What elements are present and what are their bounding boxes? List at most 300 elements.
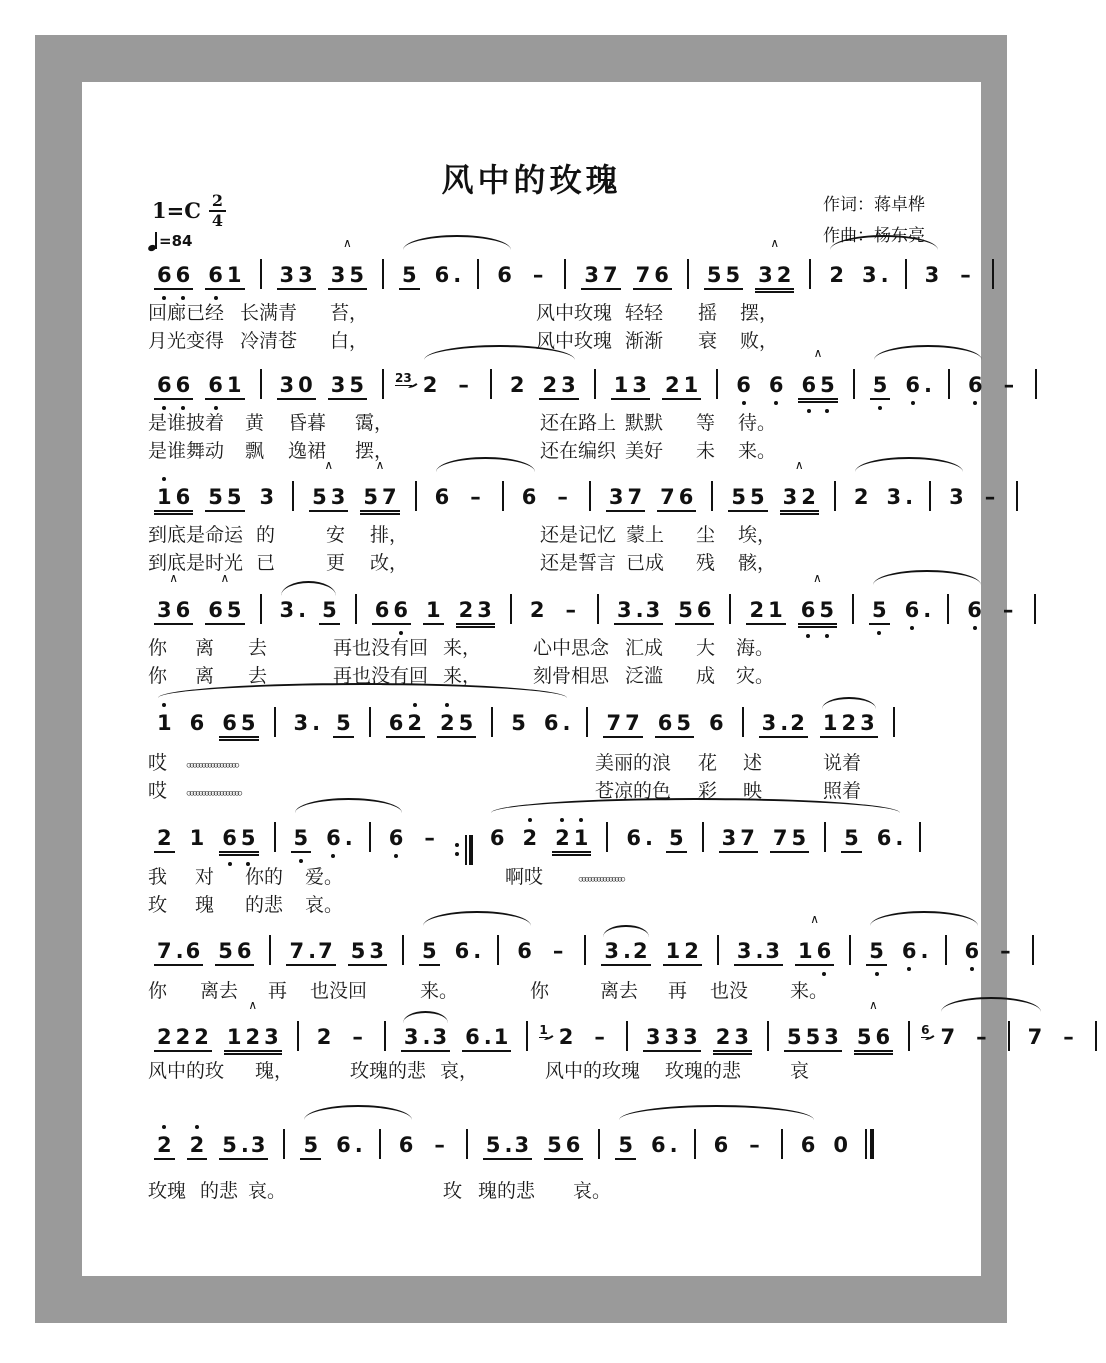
barline bbox=[466, 1129, 468, 1159]
augmentation-dot: . bbox=[344, 826, 353, 850]
lyric-segment: 离 bbox=[195, 665, 215, 687]
note: 6 bbox=[208, 598, 223, 622]
note: 5 bbox=[817, 598, 836, 622]
note: 5 bbox=[292, 826, 311, 850]
lyric-segment: 离去 bbox=[200, 980, 239, 1002]
augmentation-dot: . bbox=[905, 485, 914, 509]
note: 5 bbox=[676, 711, 691, 735]
note: 7 bbox=[772, 826, 788, 850]
song-title: 风中的玫瑰 bbox=[441, 161, 622, 199]
note: 1 bbox=[226, 1025, 242, 1049]
key-label: 1=C bbox=[152, 198, 201, 224]
note: 6 bbox=[155, 263, 174, 287]
barline bbox=[490, 369, 492, 399]
note-group bbox=[286, 939, 335, 966]
note: 3 bbox=[949, 485, 964, 509]
note-group bbox=[798, 571, 837, 625]
barline bbox=[369, 707, 371, 737]
note-group bbox=[300, 1133, 321, 1160]
note: 5 bbox=[226, 485, 242, 509]
lyric-segment: 汇成 bbox=[625, 637, 664, 659]
note: 3 bbox=[561, 373, 576, 397]
lyric-segment: 改， bbox=[370, 552, 409, 574]
augmentation-dot: . bbox=[635, 598, 644, 622]
note: 7 bbox=[940, 1025, 956, 1049]
lyric-segment: 照着 bbox=[823, 780, 862, 802]
note: 7 bbox=[1027, 1025, 1043, 1049]
lyric-segment: 还在路上 bbox=[540, 412, 617, 434]
note-group bbox=[396, 1133, 417, 1157]
note-group bbox=[519, 826, 540, 850]
note: 6 bbox=[388, 711, 404, 735]
note: 5 bbox=[547, 1133, 562, 1157]
lyric-segment: 等 bbox=[696, 412, 716, 434]
lyric-segment: 埃， bbox=[738, 524, 777, 546]
note-group bbox=[508, 711, 529, 735]
lyric-segment: 去 bbox=[248, 665, 268, 687]
note: 6 bbox=[497, 263, 512, 287]
note-group bbox=[611, 373, 650, 400]
note-group bbox=[643, 1025, 701, 1052]
note-group bbox=[666, 826, 687, 853]
note: 0 bbox=[298, 373, 313, 397]
note: 5 bbox=[222, 1133, 237, 1157]
augmentation-dot: . bbox=[175, 939, 184, 963]
lyric-segment: 风中玫瑰 bbox=[536, 330, 613, 352]
tempo-value: =84 bbox=[159, 232, 193, 250]
note-group bbox=[556, 1025, 577, 1049]
note: 6 bbox=[189, 711, 205, 735]
note: 3 bbox=[330, 485, 346, 509]
repeat-barline bbox=[455, 835, 473, 865]
duration-dash: – bbox=[424, 826, 435, 850]
note: 6 bbox=[800, 1133, 816, 1157]
note: 6 bbox=[708, 711, 724, 735]
note: 5 bbox=[871, 373, 890, 397]
octave-dot-high bbox=[445, 703, 449, 707]
time-signature bbox=[209, 192, 226, 229]
barline bbox=[948, 369, 950, 399]
lyric-segment: 苍凉的色 bbox=[595, 780, 672, 802]
lyric-segment: 的悲 bbox=[200, 1180, 239, 1202]
note: 5 bbox=[239, 826, 258, 850]
lyric-segment: 排， bbox=[370, 524, 409, 546]
note-group bbox=[348, 939, 387, 966]
slur-group bbox=[481, 815, 910, 853]
note: 6 bbox=[489, 826, 505, 850]
lyric-row bbox=[148, 520, 938, 544]
duration-dash: – bbox=[470, 485, 481, 509]
lyric-segment: 风中的玫瑰 bbox=[545, 1060, 641, 1082]
barline bbox=[834, 481, 836, 511]
lyric-segment: 美丽的浪 bbox=[595, 752, 672, 774]
note: 6 bbox=[626, 826, 641, 850]
note: 5 bbox=[791, 826, 807, 850]
note: 3 bbox=[432, 1025, 448, 1049]
barline bbox=[564, 259, 566, 289]
barline bbox=[384, 1021, 386, 1051]
note: 1 bbox=[822, 711, 838, 735]
lyric-segment: 我 bbox=[148, 866, 168, 888]
octave-dot-high bbox=[528, 818, 532, 822]
barline bbox=[526, 1021, 528, 1051]
lyric-segment: 心中思念 bbox=[533, 637, 610, 659]
duration-dash: – bbox=[1002, 598, 1014, 622]
note: 1 bbox=[155, 485, 174, 509]
note: 6 bbox=[374, 598, 390, 622]
barline bbox=[767, 1021, 769, 1051]
lyric-row bbox=[148, 408, 938, 432]
note: 6 bbox=[517, 939, 532, 963]
breath-mark: ∧ bbox=[794, 458, 804, 472]
lyric-segment: 哀。 bbox=[305, 894, 344, 916]
note-group bbox=[154, 1025, 212, 1052]
music-line bbox=[148, 1122, 882, 1160]
slur-group bbox=[863, 587, 991, 625]
note: 2 bbox=[829, 263, 844, 287]
slur-group bbox=[426, 474, 546, 509]
note-group bbox=[219, 1133, 268, 1160]
note-group bbox=[456, 598, 495, 625]
note-group bbox=[494, 263, 515, 287]
note: 5 bbox=[458, 711, 474, 735]
note: 1 bbox=[613, 373, 629, 397]
note: 6 bbox=[875, 1025, 891, 1049]
note: 2 bbox=[553, 826, 572, 850]
note: 5 bbox=[725, 263, 741, 287]
note-group bbox=[507, 373, 528, 397]
augmentation-dot: . bbox=[562, 711, 571, 735]
note-group bbox=[399, 263, 420, 290]
lyric-segment: 风中的玫 bbox=[148, 1060, 225, 1082]
note: 3 bbox=[632, 373, 647, 397]
music-line bbox=[148, 815, 930, 863]
lyric-segment: 玫瑰的悲 bbox=[665, 1060, 742, 1082]
note: 6 bbox=[966, 373, 985, 397]
lyric-segment: 再 bbox=[268, 980, 288, 1002]
note: 2 bbox=[175, 1025, 191, 1049]
note-group bbox=[603, 711, 642, 738]
lyric-segment: 你 bbox=[148, 637, 168, 659]
note-group bbox=[581, 263, 620, 290]
lyric-segment: 尘 bbox=[696, 524, 716, 546]
lyric-segment: 离去 bbox=[600, 980, 639, 1002]
note-group bbox=[154, 263, 193, 290]
lyric-segment: 冷清苍 bbox=[240, 330, 298, 352]
lyric-segment: 黄 bbox=[245, 412, 265, 434]
tempo-marking bbox=[148, 230, 192, 252]
note-group bbox=[874, 826, 905, 850]
note-group bbox=[780, 458, 819, 512]
lyric-segment: 离 bbox=[195, 637, 215, 659]
breath-mark: ∧ bbox=[375, 458, 385, 472]
note-group bbox=[663, 939, 702, 966]
note-group bbox=[964, 598, 985, 622]
lyric-row bbox=[148, 548, 938, 572]
breath-mark: ∧ bbox=[220, 571, 230, 585]
note: 3 bbox=[584, 263, 599, 287]
note: 6 bbox=[336, 1133, 351, 1157]
note-group bbox=[902, 598, 933, 622]
slur-group bbox=[609, 1122, 824, 1160]
note: 6 bbox=[903, 598, 922, 622]
note-group bbox=[826, 263, 847, 287]
note-group bbox=[902, 373, 933, 397]
note-group bbox=[187, 711, 208, 735]
note-group bbox=[884, 485, 915, 509]
note: 2 bbox=[776, 263, 792, 287]
octave-dot-high bbox=[560, 818, 564, 822]
note-group bbox=[224, 998, 282, 1052]
lyric-row bbox=[148, 436, 938, 460]
note: 5 bbox=[402, 263, 417, 287]
lyric-segment: 飘 bbox=[245, 440, 265, 462]
barline bbox=[510, 594, 512, 624]
music-line bbox=[148, 458, 1027, 512]
note: 2 bbox=[790, 711, 805, 735]
note-group bbox=[728, 485, 767, 512]
note: 5 bbox=[668, 826, 684, 850]
note: 5 bbox=[805, 1025, 821, 1049]
barline bbox=[597, 594, 599, 624]
augmentation-dot: . bbox=[923, 373, 932, 397]
note-group bbox=[309, 458, 348, 512]
note: 6 bbox=[678, 485, 694, 509]
note: 6 bbox=[155, 373, 174, 397]
slur-group bbox=[285, 815, 413, 853]
augmentation-dot: . bbox=[622, 939, 631, 963]
note: 1 bbox=[798, 939, 813, 963]
note: 3 bbox=[330, 373, 346, 397]
lyric-row bbox=[148, 1056, 938, 1080]
barline bbox=[742, 707, 744, 737]
note: 3 bbox=[765, 939, 781, 963]
lyric-segment: 彩 bbox=[698, 780, 718, 802]
lyric-segment: 蒙上 bbox=[626, 524, 665, 546]
note: 5 bbox=[226, 598, 242, 622]
note: 7 bbox=[289, 939, 305, 963]
note: 6 bbox=[565, 1133, 581, 1157]
note: 6 bbox=[220, 826, 239, 850]
note: 3 bbox=[477, 598, 492, 622]
slur-group bbox=[414, 362, 585, 400]
note: 2 bbox=[194, 1025, 209, 1049]
barline bbox=[893, 707, 895, 737]
grace-notes: 23 bbox=[395, 371, 412, 385]
note: 5 bbox=[844, 826, 859, 850]
lyric-segment: 瑰的悲 bbox=[478, 1180, 536, 1202]
note-group bbox=[154, 1133, 175, 1160]
breath-mark: ∧ bbox=[812, 571, 822, 585]
barline bbox=[497, 935, 499, 965]
lyric-segment: 哀 bbox=[790, 1060, 810, 1082]
barline bbox=[502, 481, 504, 511]
note: 5 bbox=[312, 485, 327, 509]
note: 2 bbox=[749, 598, 765, 622]
rest bbox=[830, 1133, 851, 1157]
duration-dash: – bbox=[960, 263, 971, 287]
note: 5 bbox=[421, 939, 437, 963]
duration-dash: – bbox=[1003, 373, 1015, 397]
grace-notes: 1 bbox=[539, 1023, 548, 1037]
lyric-segment: 白， bbox=[330, 330, 369, 352]
duration-dash: – bbox=[434, 1133, 445, 1157]
time-signature-numerator: 2 bbox=[209, 192, 226, 212]
note: 1 bbox=[155, 711, 174, 735]
note: 6 bbox=[965, 598, 984, 622]
barline bbox=[274, 707, 276, 737]
note-group bbox=[205, 263, 244, 290]
barline bbox=[1032, 935, 1034, 965]
note-group bbox=[795, 912, 834, 966]
note: 6 bbox=[465, 1025, 480, 1049]
note-group bbox=[922, 263, 943, 287]
note: 3 bbox=[645, 598, 661, 622]
note: 6 bbox=[206, 263, 225, 287]
note-group bbox=[205, 485, 244, 512]
lyric-segment: 也没回 bbox=[310, 980, 368, 1002]
note: 1 bbox=[768, 598, 783, 622]
slur-group bbox=[413, 928, 541, 966]
barline bbox=[919, 822, 921, 852]
barline bbox=[853, 369, 855, 399]
grace-notes: 6 bbox=[921, 1023, 930, 1037]
note-group bbox=[419, 939, 440, 966]
augmentation-dot: . bbox=[473, 939, 482, 963]
breath-mark: ∧ bbox=[810, 912, 820, 926]
lyric-segment: 更 bbox=[326, 552, 346, 574]
music-line bbox=[148, 998, 1106, 1052]
note: 5 bbox=[349, 373, 364, 397]
lyric-segment: 苔， bbox=[330, 302, 369, 324]
note-group bbox=[734, 939, 783, 966]
lyric-segment: 说着 bbox=[823, 752, 862, 774]
barline bbox=[292, 481, 294, 511]
time-signature-denominator: 4 bbox=[211, 210, 224, 230]
note-group bbox=[527, 598, 548, 622]
lyric-row bbox=[148, 890, 938, 914]
note-group bbox=[314, 1025, 335, 1049]
lyric-segment: 哎 bbox=[148, 780, 168, 802]
lyric-segment: 已成 bbox=[626, 552, 665, 574]
lyric-segment: 摇 bbox=[698, 302, 718, 324]
note: 5 bbox=[856, 1025, 872, 1049]
lyric-segment: 月光变得 bbox=[148, 330, 225, 352]
note: 6 bbox=[387, 826, 406, 850]
barline bbox=[729, 594, 731, 624]
duration-dash: – bbox=[532, 263, 544, 287]
note-group bbox=[552, 826, 591, 853]
note: 0 bbox=[833, 1133, 848, 1157]
note: 3 bbox=[924, 263, 940, 287]
lyric-segment: 瑰， bbox=[255, 1060, 294, 1082]
lyric-row bbox=[148, 862, 938, 886]
breath-mark: ∧ bbox=[813, 346, 823, 360]
note-group bbox=[219, 711, 258, 738]
note-group bbox=[277, 263, 316, 290]
note: 6 bbox=[222, 711, 237, 735]
note-group bbox=[187, 826, 208, 850]
duration-dash: – bbox=[552, 939, 564, 963]
note-group bbox=[372, 598, 411, 625]
note: 3 bbox=[861, 263, 877, 287]
note: 6 bbox=[521, 485, 537, 509]
lyric-segment: 来。 bbox=[738, 440, 777, 462]
note-group bbox=[719, 826, 758, 853]
augmentation-dot: . bbox=[880, 263, 889, 287]
lyric-segment: 。。。。。。。。。。。。。。。 bbox=[578, 865, 632, 884]
music-line bbox=[148, 346, 1046, 400]
octave-dot-low bbox=[742, 401, 746, 405]
slur-group bbox=[294, 1122, 422, 1160]
note: 1 bbox=[572, 826, 591, 850]
note: 3 bbox=[683, 1025, 698, 1049]
augmentation-dot: . bbox=[669, 1133, 678, 1157]
note: 2 bbox=[542, 373, 558, 397]
slur-group bbox=[860, 928, 988, 966]
octave-dot-high bbox=[162, 1125, 166, 1129]
note: 5 bbox=[303, 1133, 319, 1157]
augmentation-dot: . bbox=[895, 826, 904, 850]
barline bbox=[945, 935, 947, 965]
note: 1 bbox=[683, 373, 699, 397]
note: 6 bbox=[734, 373, 753, 397]
augmentation-dot: . bbox=[453, 263, 462, 287]
note: 2 bbox=[316, 1025, 332, 1049]
note: 5 bbox=[678, 598, 693, 622]
barline bbox=[626, 1021, 628, 1051]
note-group bbox=[154, 826, 175, 853]
note-group bbox=[733, 373, 754, 397]
note-group bbox=[187, 1133, 208, 1160]
note: 5 bbox=[511, 711, 526, 735]
octave-dot-high bbox=[413, 703, 417, 707]
octave-dot-low bbox=[394, 854, 398, 858]
note: 6 bbox=[696, 598, 712, 622]
note-group bbox=[854, 998, 893, 1052]
lyric-row bbox=[148, 1176, 938, 1200]
lyric-segment: 泛滥 bbox=[625, 665, 664, 687]
slur-group bbox=[864, 362, 992, 400]
augmentation-dot: . bbox=[308, 939, 317, 963]
lyric-segment: 刻骨相思 bbox=[533, 665, 610, 687]
note-group bbox=[937, 1025, 958, 1049]
lyric-segment: 败， bbox=[740, 330, 779, 352]
octave-dot-low bbox=[973, 626, 977, 630]
octave-dot-low bbox=[774, 401, 778, 405]
note-group bbox=[746, 598, 785, 625]
note: 7 bbox=[157, 939, 172, 963]
note: 3 bbox=[886, 485, 902, 509]
note-group bbox=[423, 598, 444, 625]
barline bbox=[382, 259, 384, 289]
lyric-segment: 成 bbox=[696, 665, 716, 687]
note-group bbox=[704, 263, 743, 290]
note-group bbox=[432, 263, 463, 287]
note-group bbox=[859, 263, 890, 287]
lyric-segment: 玫 bbox=[443, 1180, 463, 1202]
note: 2 bbox=[438, 711, 457, 735]
note-group bbox=[514, 939, 535, 963]
barline bbox=[589, 481, 591, 511]
lyric-segment: 长满青 bbox=[240, 302, 298, 324]
lyric-segment: 骸， bbox=[738, 552, 777, 574]
note: 2 bbox=[529, 598, 545, 622]
lyric-segment: 渐渐 bbox=[625, 330, 664, 352]
note-group bbox=[386, 711, 425, 738]
lyric-segment: 述 bbox=[743, 752, 763, 774]
note: 5 bbox=[350, 939, 366, 963]
